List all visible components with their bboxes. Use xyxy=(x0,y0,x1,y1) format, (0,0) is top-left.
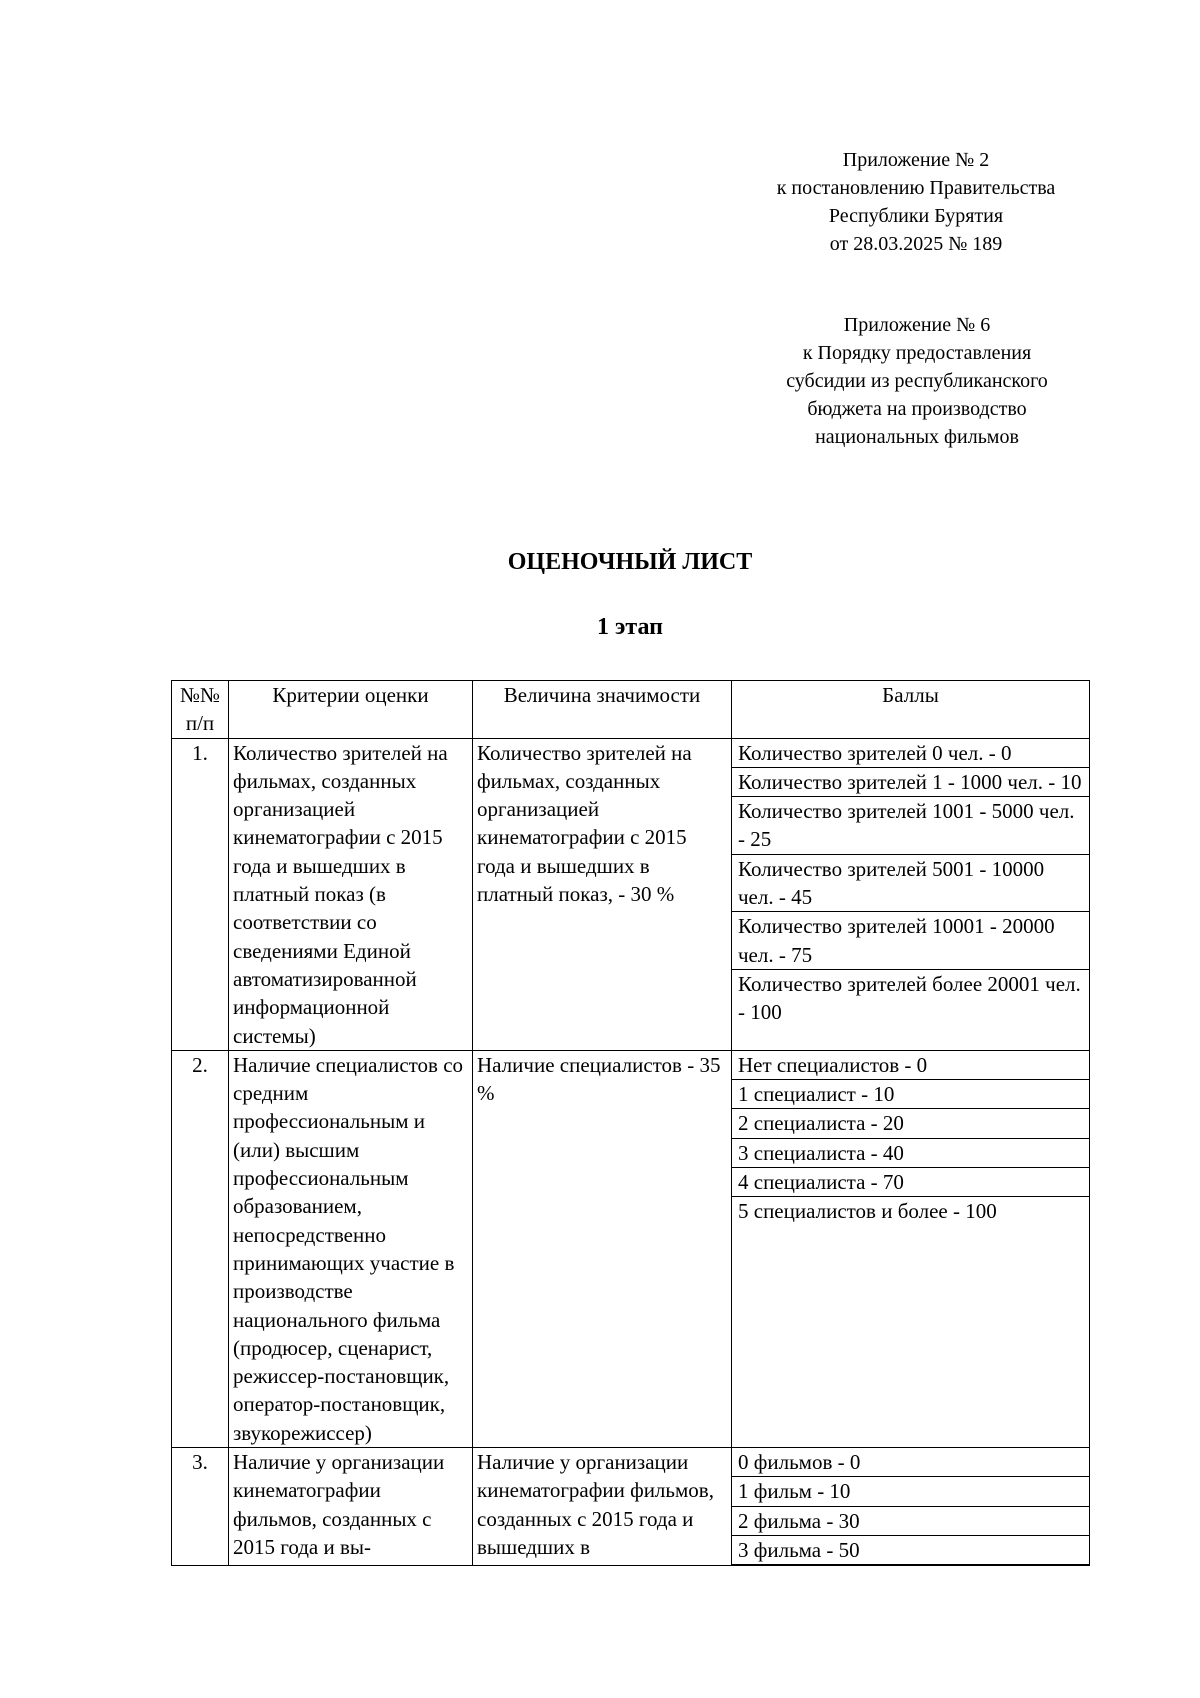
points-option: 5 специалистов и более - 100 xyxy=(738,1199,997,1224)
table-row xyxy=(172,738,1090,1050)
row-points xyxy=(732,1050,1090,1447)
row-weight: Наличие у организации кинематографии фильмов, созданных с 2015 года и вышедших в xyxy=(473,1448,732,1566)
points-option: Нет специалистов - 0 xyxy=(732,1051,1089,1080)
appendix-6-line: субсидии из республиканского xyxy=(786,370,1048,392)
points-option: Количество зрителей 0 чел. - 0 xyxy=(732,739,1089,768)
points-option: 2 специалиста - 20 xyxy=(732,1109,1089,1138)
table-row xyxy=(172,1050,1090,1447)
header-weight: Величина значимости xyxy=(473,681,732,739)
points-option: Количество зрителей 1001 - 5000 чел. - 25 xyxy=(732,797,1089,855)
points-option: Количество зрителей 1 - 1000 чел. - 10 xyxy=(732,768,1089,797)
appendix-6-line: Приложение № 6 xyxy=(843,314,991,336)
appendix-6-line: национальных фильмов xyxy=(815,426,1019,448)
row-criteria: Наличие специалистов со средним профессиональным и (или) высшим профессиональным образованием, непосредственно принимающих участие в производстве национального фильма (продюсер, сценарист, режиссер-постановщик, оператор-постановщик, звукорежиссер) xyxy=(229,1050,473,1447)
appendix-2-line: от 28.03.2025 № 189 xyxy=(829,233,1003,255)
points-option: 4 специалиста - 70 xyxy=(732,1168,1089,1197)
appendix-6-stamp xyxy=(752,311,1082,451)
appendix-2-stamp xyxy=(745,146,1087,258)
points-option: 3 фильма - 50 xyxy=(732,1536,1089,1565)
row-num: 1. xyxy=(172,738,229,1050)
evaluation-table xyxy=(171,680,1090,1566)
appendix-2-line: Республики Бурятия xyxy=(828,205,1004,227)
document-subtitle: 1 этап xyxy=(597,614,663,640)
document-title: ОЦЕНОЧНЫЙ ЛИСТ xyxy=(507,549,753,575)
row-weight: Количество зрителей на фильмах, созданных организацией кинематографии с 2015 года и вышедших в платный показ, - 30 % xyxy=(473,738,732,1050)
points-option: 0 фильмов - 0 xyxy=(732,1448,1089,1477)
appendix-6-line: к Порядку предоставления xyxy=(802,342,1032,364)
row-points xyxy=(732,738,1090,1050)
appendix-2-line: Приложение № 2 xyxy=(842,149,990,171)
points-option: 2 фильма - 30 xyxy=(732,1507,1089,1536)
header-criteria: Критерии оценки xyxy=(229,681,473,739)
points-option: 1 фильм - 10 xyxy=(732,1477,1089,1506)
table-row xyxy=(172,1448,1090,1566)
points-option: Количество зрителей 5001 - 10000 чел. - 45 xyxy=(732,855,1089,913)
points-option: 3 специалиста - 40 xyxy=(732,1139,1089,1168)
header-num: №№ п/п xyxy=(172,681,229,739)
row-num: 3. xyxy=(172,1448,229,1566)
row-weight: Наличие специалистов - 35 % xyxy=(473,1050,732,1447)
table-header-row xyxy=(172,681,1090,739)
header-points: Баллы xyxy=(732,681,1090,739)
row-points xyxy=(732,1448,1090,1566)
row-num: 2. xyxy=(172,1050,229,1447)
row-criteria: Наличие у организации кинематографии фильмов, созданных с 2015 года и вы- xyxy=(229,1448,473,1566)
appendix-6-line: бюджета на производство xyxy=(807,398,1027,420)
points-option: Количество зрителей 10001 - 20000 чел. - 75 xyxy=(732,912,1089,970)
points-option: 1 специалист - 10 xyxy=(732,1080,1089,1109)
points-option: Количество зрителей более 20001 чел. - 100 xyxy=(738,971,1081,1025)
row-criteria: Количество зрителей на фильмах, созданных организацией кинематографии с 2015 года и вышедших в платный показ (в соответствии со сведениями Единой автоматизированной информационной системы) xyxy=(229,738,473,1050)
appendix-2-line: к постановлению Правительства xyxy=(776,177,1056,199)
